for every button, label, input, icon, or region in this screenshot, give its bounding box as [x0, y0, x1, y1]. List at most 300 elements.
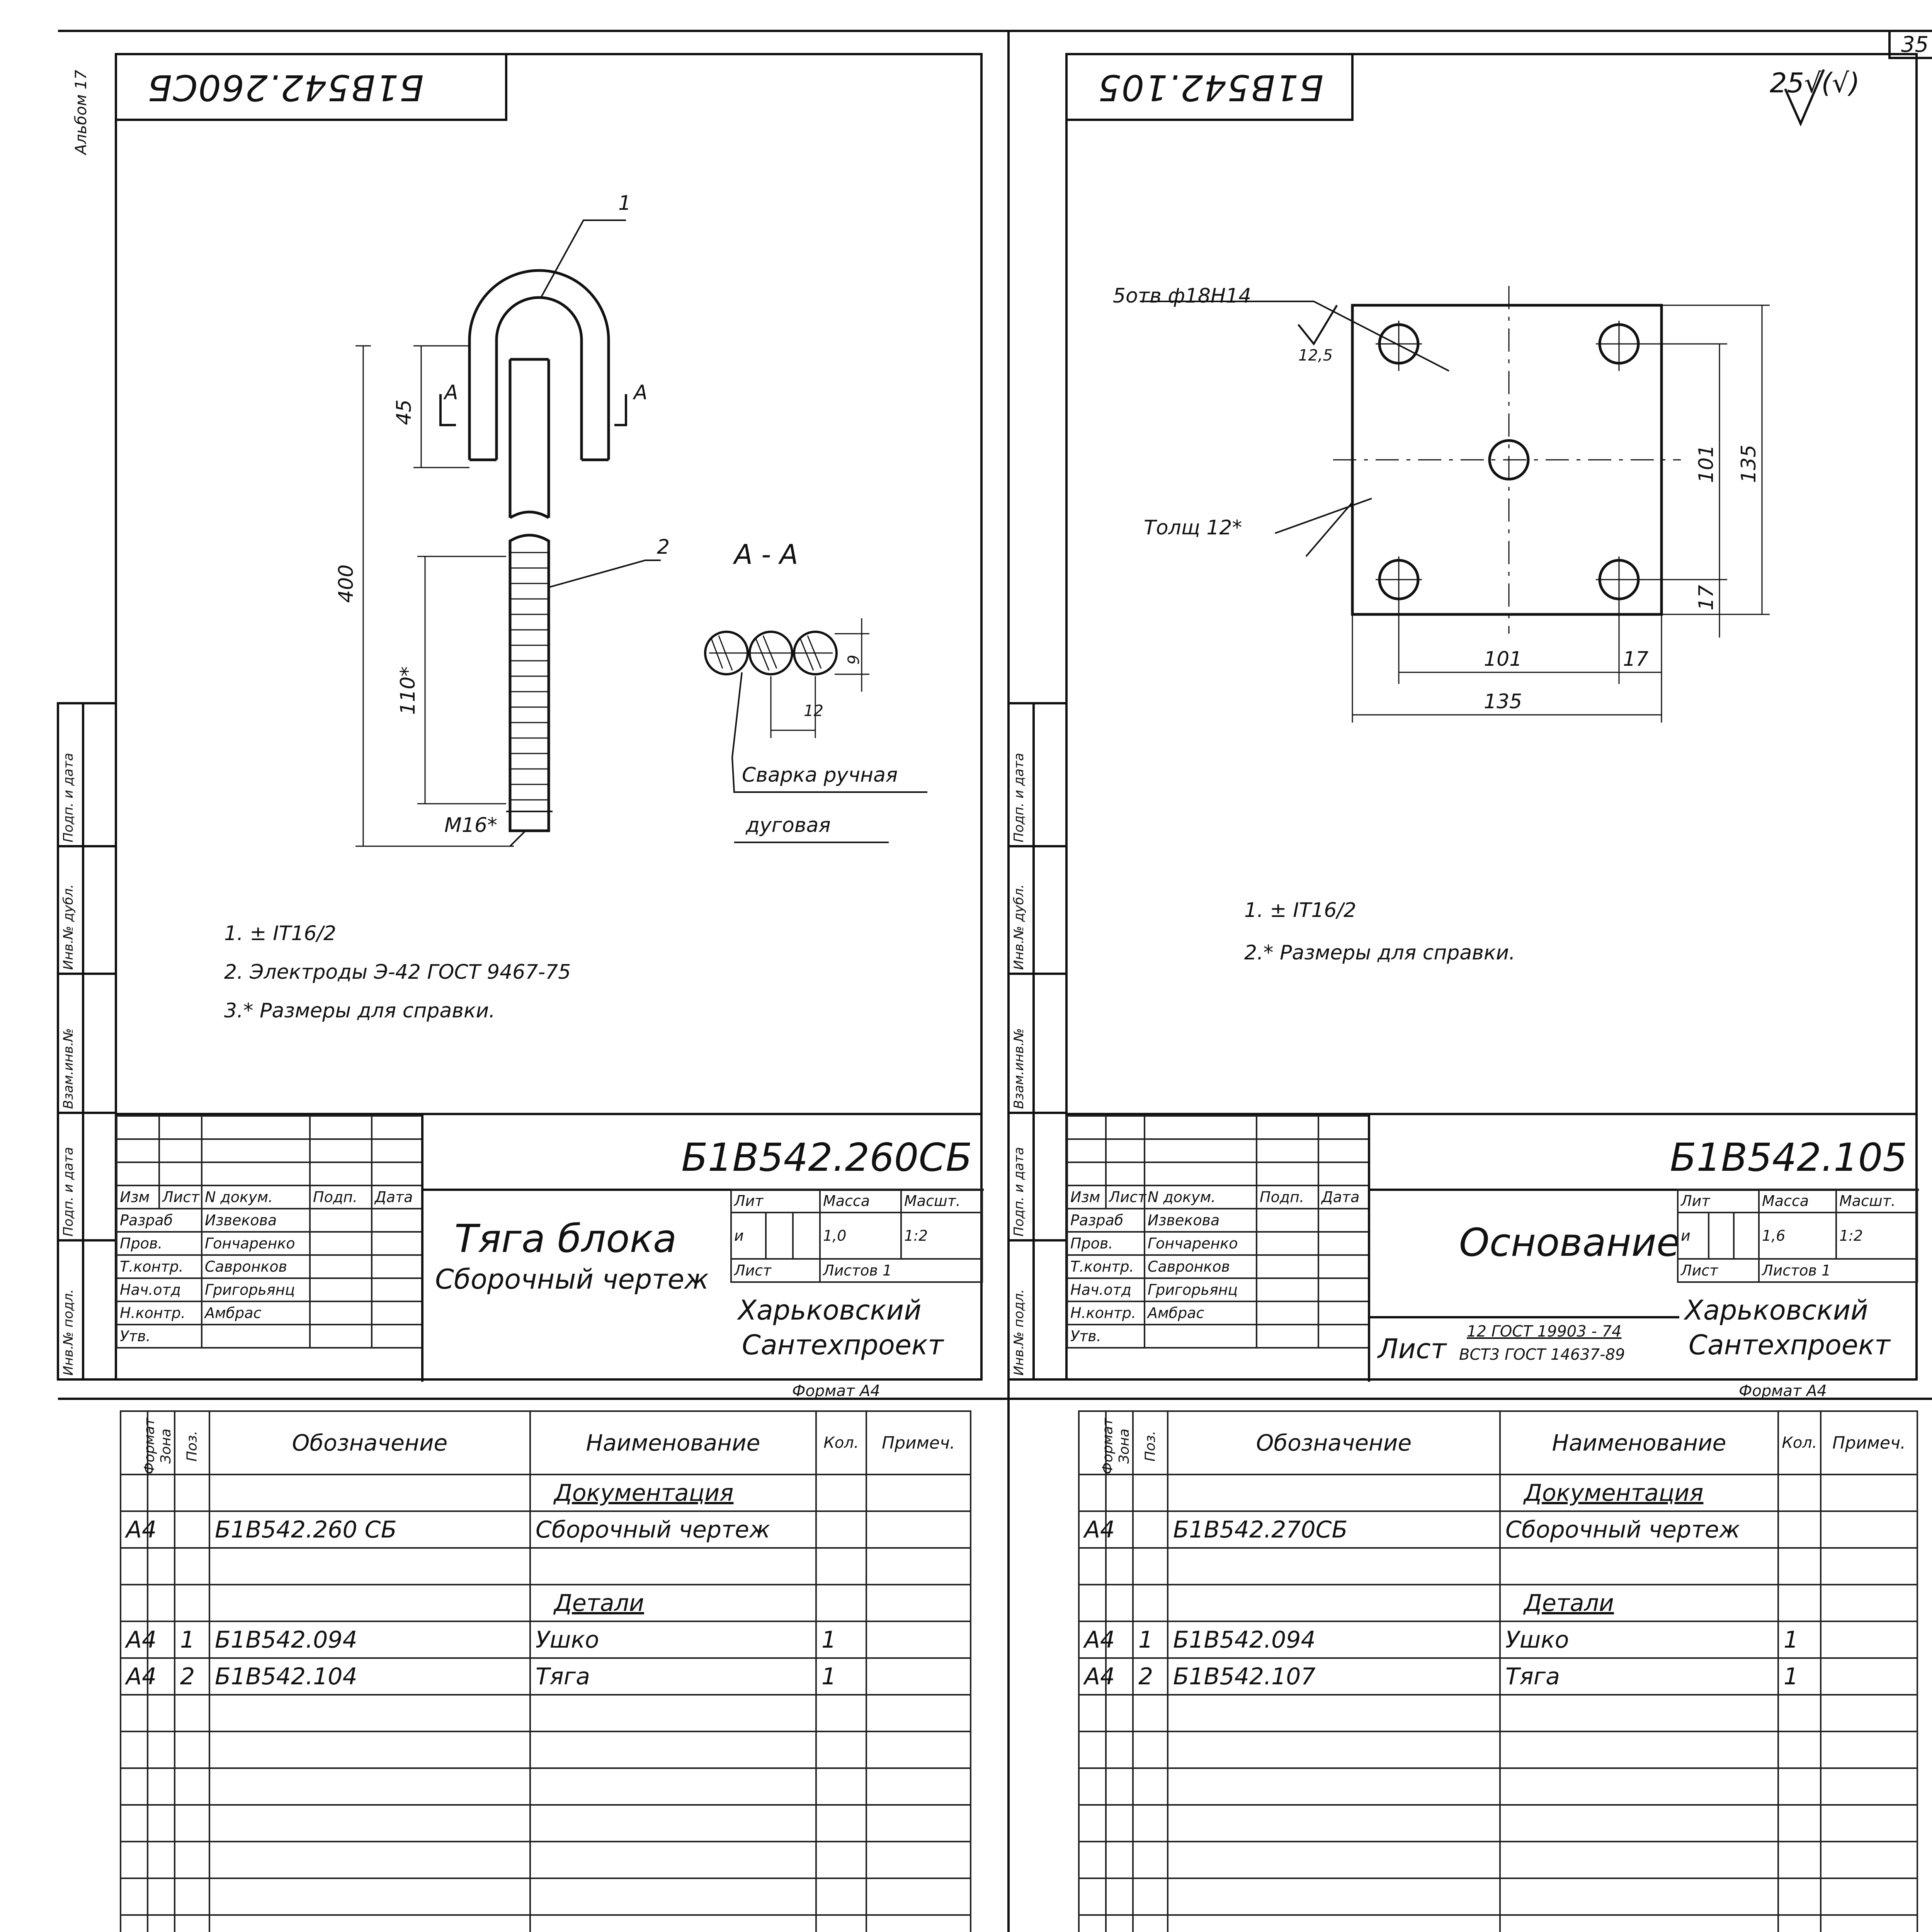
q4-cell-name	[1500, 1915, 1778, 1932]
q4-cell-fmt: А4	[1079, 1658, 1106, 1695]
q2-name-4: Амбрас	[1145, 1301, 1257, 1325]
q4-cell-qty	[1778, 1768, 1821, 1805]
q3-cell-note	[866, 1475, 971, 1511]
q3-row	[121, 1621, 971, 1658]
q3-cell-pos	[175, 1842, 209, 1878]
q3-cell-fmt	[121, 1548, 148, 1585]
q3-cell-name: Документация	[530, 1475, 816, 1511]
q4-cell-code	[1168, 1548, 1500, 1585]
q4-cell-note	[1821, 1621, 1917, 1658]
q4-h-name: Наименование	[1500, 1411, 1778, 1475]
q3-cell-pos	[175, 1768, 209, 1805]
q3-h-name: Наименование	[530, 1411, 816, 1475]
q2-stamp-h-date: Дата	[1318, 1185, 1369, 1209]
q3-cell-zone	[148, 1731, 175, 1768]
q2-sheets: Листов 1	[1759, 1259, 1917, 1282]
q4-cell-qty	[1778, 1805, 1821, 1842]
q4-cell-name	[1500, 1842, 1778, 1878]
q2-mass: 1,6	[1759, 1213, 1836, 1259]
q1-sidebar-label-1: Подп. и дата	[61, 1147, 76, 1236]
q4-h-pos: Поз.	[1133, 1411, 1168, 1475]
q3-cell-note	[866, 1805, 971, 1842]
q2-material-bottom: ВСТ3 ГОСТ 14637-89	[1459, 1346, 1625, 1364]
q4-cell-code	[1168, 1585, 1500, 1621]
q4-cell-name: Документация	[1500, 1475, 1778, 1511]
q1-section-title: A - A	[734, 539, 798, 570]
q3-cell-name: Детали	[530, 1585, 816, 1621]
q1-title-cell	[421, 1189, 733, 1382]
q4-cell-code	[1168, 1768, 1500, 1805]
q1-code-cell	[421, 1115, 984, 1191]
q2-note-1: 1. ± IT16/2	[1244, 899, 1357, 922]
q3-cell-name	[530, 1768, 816, 1805]
q2-code-cell	[1368, 1115, 1919, 1191]
q1-sidebar-label-4: Подп. и дата	[61, 753, 76, 842]
q1-mass-h: Масса	[820, 1189, 901, 1213]
q4-cell-name: Сборочный чертеж	[1500, 1511, 1778, 1548]
q3-cell-qty	[816, 1878, 866, 1915]
q4-cell-code	[1168, 1731, 1500, 1768]
q1-role-3: Нач.отд	[117, 1278, 202, 1301]
q3-cell-note	[866, 1915, 971, 1932]
q1-note-3: 3.* Размеры для справки.	[224, 999, 495, 1022]
q3-row	[121, 1585, 971, 1621]
q2-roughness: 25√(√)	[1770, 67, 1860, 99]
q4-cell-zone	[1106, 1842, 1133, 1878]
q4-cell-pos	[1133, 1915, 1168, 1932]
q4-cell-note	[1821, 1768, 1917, 1805]
q2-name-3: Григорьянц	[1145, 1278, 1257, 1301]
q4-cell-qty	[1778, 1511, 1821, 1548]
q3-cell-fmt: А4	[121, 1658, 148, 1695]
q3-cell-code	[209, 1731, 530, 1768]
q3-cell-note	[866, 1842, 971, 1878]
q1-callout-2: 2	[657, 536, 670, 559]
q4-cell-pos	[1133, 1805, 1168, 1842]
q3-cell-pos	[175, 1475, 209, 1511]
q4-cell-code: Б1В542.270СБ	[1168, 1511, 1500, 1548]
q4-cell-code	[1168, 1842, 1500, 1878]
q4-cell-qty	[1778, 1878, 1821, 1915]
q1-role-4: Н.контр.	[117, 1301, 202, 1325]
q3-row	[121, 1878, 971, 1915]
q3-cell-fmt: А4	[121, 1511, 148, 1548]
q4-cell-fmt	[1079, 1475, 1106, 1511]
q3-cell-qty: 1	[816, 1621, 866, 1658]
q2-material-top: 12 ГОСТ 19903 - 74	[1467, 1323, 1622, 1340]
q3-cell-code	[209, 1475, 530, 1511]
q1-dim-400: 400	[335, 564, 358, 603]
q4-row	[1079, 1475, 1917, 1511]
q1-role-1: Пров.	[117, 1232, 202, 1255]
q4-row	[1079, 1511, 1917, 1548]
q3-cell-pos	[175, 1548, 209, 1585]
q3-cell-fmt	[121, 1805, 148, 1842]
q2-sheet: Лист	[1678, 1259, 1759, 1282]
q3-cell-zone	[148, 1475, 175, 1511]
q3-cell-zone	[148, 1585, 175, 1621]
q4-cell-note	[1821, 1842, 1917, 1878]
q4-cell-code: Б1В542.107	[1168, 1658, 1500, 1695]
q4-cell-qty: 1	[1778, 1621, 1821, 1658]
q4-cell-fmt	[1079, 1585, 1106, 1621]
q4-cell-code	[1168, 1915, 1500, 1932]
q3-cell-zone	[148, 1548, 175, 1585]
q1-section-mark-right: A	[634, 381, 648, 404]
q2-role-1: Пров.	[1067, 1232, 1145, 1255]
q4-spec-table	[1078, 1410, 1918, 1932]
q3-h-code: Обозначение	[209, 1411, 530, 1475]
q4-cell-code	[1168, 1475, 1500, 1511]
q3-cell-name: Тяга	[530, 1658, 816, 1695]
q2-title-block	[1066, 1113, 1917, 1382]
q3-cell-fmt	[121, 1915, 148, 1932]
q2-dim-135-v: 135	[1737, 444, 1760, 483]
q2-thickness: Толщ 12*	[1144, 516, 1242, 539]
q1-subtitle: Сборочный чертеж	[435, 1264, 709, 1295]
q1-callout-1: 1	[618, 192, 631, 215]
q2-holes: 5отв ф18Н14	[1113, 284, 1252, 308]
q4-cell-pos	[1133, 1511, 1168, 1548]
q2-lit: и	[1678, 1213, 1709, 1259]
q4-cell-name: Ушко	[1500, 1621, 1778, 1658]
q4-cell-zone	[1106, 1768, 1133, 1805]
q4-cell-zone	[1106, 1731, 1133, 1768]
q4-row	[1079, 1695, 1917, 1731]
q4-cell-code: Б1В542.094	[1168, 1621, 1500, 1658]
q2-scale: 1:2	[1836, 1213, 1917, 1259]
q3-cell-note	[866, 1548, 971, 1585]
q4-cell-pos: 2	[1133, 1658, 1168, 1695]
q4-cell-qty	[1778, 1915, 1821, 1932]
q1-sidebar-label-0: Инв.№ подл.	[61, 1289, 76, 1376]
q3-cell-note	[866, 1511, 971, 1548]
q3-cell-code: Б1В542.094	[209, 1621, 530, 1658]
q4-cell-zone	[1106, 1548, 1133, 1585]
q4-cell-fmt	[1079, 1878, 1106, 1915]
page-number: 35	[1901, 32, 1929, 57]
q3-cell-zone	[148, 1805, 175, 1842]
q2-name-1: Гончаренко	[1145, 1232, 1257, 1255]
q4-cell-name: Детали	[1500, 1585, 1778, 1621]
q4-row	[1079, 1658, 1917, 1695]
q1-stamp-h-list: Лист	[159, 1185, 202, 1209]
q2-title-cell	[1368, 1189, 1679, 1318]
q3-cell-pos: 1	[175, 1621, 209, 1658]
q3-cell-pos	[175, 1915, 209, 1932]
q3-cell-zone	[148, 1695, 175, 1731]
q4-cell-fmt	[1079, 1731, 1106, 1768]
q4-row	[1079, 1878, 1917, 1915]
q3-cell-zone	[148, 1768, 175, 1805]
q2-stamp-h-izm: Изм	[1067, 1185, 1106, 1209]
q3-cell-fmt	[121, 1842, 148, 1878]
q1-name-0: Извекова	[202, 1209, 310, 1232]
q2-dim-135-h: 135	[1484, 690, 1522, 713]
q3-row	[121, 1805, 971, 1842]
q4-cell-name	[1500, 1805, 1778, 1842]
q1-note-2: 2. Электроды Э-42 ГОСТ 9467-75	[224, 961, 571, 984]
q4-cell-fmt: А4	[1079, 1511, 1106, 1548]
q3-cell-code	[209, 1915, 530, 1932]
q1-eye-geometry	[469, 270, 609, 831]
q3-row	[121, 1768, 971, 1805]
album-label: Альбом 17	[72, 70, 90, 155]
q2-scale-h: Масшт.	[1836, 1189, 1917, 1213]
q2-dim-101-h: 101	[1484, 648, 1522, 671]
q1-org-1: Харьковский	[738, 1294, 922, 1326]
q4-row	[1079, 1915, 1917, 1932]
q1-name-4: Амбрас	[202, 1301, 310, 1325]
q3-cell-qty	[816, 1511, 866, 1548]
q3-h-zone: Зона	[148, 1411, 175, 1475]
q4-cell-name	[1500, 1768, 1778, 1805]
q3-cell-code	[209, 1878, 530, 1915]
q1-note-1: 1. ± IT16/2	[224, 922, 337, 945]
q1-section-mark-left: A	[444, 381, 458, 404]
q2-mass-h: Масса	[1759, 1189, 1836, 1213]
q4-cell-pos	[1133, 1842, 1168, 1878]
q1-dim-110: 110*	[396, 666, 420, 715]
q4-h-zone: Зона	[1106, 1411, 1133, 1475]
q3-cell-fmt	[121, 1768, 148, 1805]
q2-sidebar-label-1: Подп. и дата	[1011, 1147, 1027, 1236]
q1-role-5: Утв.	[117, 1325, 202, 1348]
q4-cell-fmt	[1079, 1842, 1106, 1878]
q3-cell-pos	[175, 1695, 209, 1731]
q2-stamp-h-list: Лист	[1106, 1185, 1145, 1209]
q3-row	[121, 1695, 971, 1731]
q4-cell-note	[1821, 1695, 1917, 1731]
q1-mirror-code: Б1В542.260СБ	[147, 67, 424, 108]
q4-cell-zone	[1106, 1878, 1133, 1915]
q3-cell-name	[530, 1695, 816, 1731]
q2-org-2: Сантехпроект	[1689, 1329, 1890, 1361]
q4-cell-pos	[1133, 1768, 1168, 1805]
q4-cell-pos	[1133, 1585, 1168, 1621]
q2-code: Б1В542.105	[1670, 1135, 1907, 1180]
q4-cell-code	[1168, 1878, 1500, 1915]
q4-row	[1079, 1731, 1917, 1768]
q4-cell-note	[1821, 1878, 1917, 1915]
q4-cell-fmt	[1079, 1768, 1106, 1805]
q4-cell-note	[1821, 1915, 1917, 1932]
q3-cell-qty	[816, 1805, 866, 1842]
q3-cell-fmt	[121, 1731, 148, 1768]
q4-h-qty: Кол.	[1778, 1411, 1821, 1475]
q4-row	[1079, 1768, 1917, 1805]
q4-cell-name	[1500, 1878, 1778, 1915]
q4-cell-code	[1168, 1805, 1500, 1842]
q4-cell-zone	[1106, 1695, 1133, 1731]
q1-sidebar-label-3: Инв.№ дубл.	[61, 884, 76, 970]
q2-dim-17-v: 17	[1695, 585, 1718, 611]
q2-material-sheet: Лист	[1378, 1333, 1447, 1365]
q3-cell-name: Сборочный чертеж	[530, 1511, 816, 1548]
q4-cell-note	[1821, 1658, 1917, 1695]
q3-cell-qty	[816, 1768, 866, 1805]
q1-scale-h: Масшт.	[901, 1189, 982, 1213]
q1-weld-2: дуговая	[746, 814, 831, 837]
q4-cell-pos	[1133, 1731, 1168, 1768]
q4-cell-note	[1821, 1511, 1917, 1548]
q4-cell-qty	[1778, 1548, 1821, 1585]
q1-format: Формат А4	[792, 1382, 880, 1400]
q2-material-cell	[1368, 1316, 1679, 1382]
q3-row	[121, 1475, 971, 1511]
q3-cell-name	[530, 1878, 816, 1915]
q3-cell-pos	[175, 1585, 209, 1621]
q1-dim-45: 45	[393, 399, 416, 425]
q3-cell-qty	[816, 1475, 866, 1511]
q2-name-0: Извекова	[1145, 1209, 1257, 1232]
q4-cell-pos	[1133, 1548, 1168, 1585]
q3-cell-qty: 1	[816, 1658, 866, 1695]
q4-h-code: Обозначение	[1168, 1411, 1500, 1475]
q4-cell-qty	[1778, 1475, 1821, 1511]
q3-cell-name	[530, 1548, 816, 1585]
q3-cell-fmt	[121, 1585, 148, 1621]
q4-row	[1079, 1585, 1917, 1621]
q4-cell-name	[1500, 1731, 1778, 1768]
q2-org-1: Харьковский	[1685, 1294, 1868, 1326]
q4-row	[1079, 1842, 1917, 1878]
q4-h-note: Примеч.	[1821, 1411, 1917, 1475]
q1-sheet: Лист	[731, 1259, 820, 1282]
q3-cell-pos	[175, 1805, 209, 1842]
q4-cell-qty	[1778, 1731, 1821, 1768]
q1-stamp-h-doc: N докум.	[202, 1185, 310, 1209]
q2-title: Основание	[1459, 1220, 1680, 1265]
q3-cell-note	[866, 1768, 971, 1805]
q1-weld-1: Сварка ручная	[742, 764, 898, 787]
q4-cell-pos	[1133, 1878, 1168, 1915]
q1-role-2: Т.контр.	[117, 1255, 202, 1278]
q3-cell-code	[209, 1585, 530, 1621]
q4-cell-fmt	[1079, 1805, 1106, 1842]
q1-mass: 1,0	[820, 1213, 901, 1259]
q2-role-0: Разраб	[1067, 1209, 1145, 1232]
q1-stamp-h-izm: Изм	[117, 1185, 159, 1209]
q3-cell-code: Б1В542.260 СБ	[209, 1511, 530, 1548]
q3-cell-note	[866, 1878, 971, 1915]
q1-sidebar-label-2: Взам.инв.№	[61, 1028, 76, 1109]
q2-mirror-code: Б1В542.105	[1097, 67, 1324, 108]
q4-row	[1079, 1805, 1917, 1842]
q4-cell-fmt	[1079, 1695, 1106, 1731]
q1-scale: 1:2	[901, 1213, 982, 1259]
q3-cell-code	[209, 1768, 530, 1805]
q3-cell-zone	[148, 1842, 175, 1878]
q3-cell-note	[866, 1585, 971, 1621]
q3-cell-qty	[816, 1548, 866, 1585]
q3-cell-name	[530, 1915, 816, 1932]
q4-cell-name	[1500, 1695, 1778, 1731]
q3-cell-qty	[816, 1915, 866, 1932]
q4-cell-qty: 1	[1778, 1658, 1821, 1695]
q4-cell-name: Тяга	[1500, 1658, 1778, 1695]
q2-roughness-small: 12,5	[1298, 347, 1333, 364]
q4-cell-note	[1821, 1585, 1917, 1621]
q3-cell-note	[866, 1731, 971, 1768]
q3-cell-qty	[816, 1695, 866, 1731]
q2-sidebar-label-3: Инв.№ дубл.	[1011, 884, 1027, 970]
q3-row	[121, 1731, 971, 1768]
q2-sidebar-label-4: Подп. и дата	[1011, 753, 1027, 842]
q2-format: Формат А4	[1739, 1382, 1827, 1400]
q2-role-2: Т.контр.	[1067, 1255, 1145, 1278]
q4-cell-name	[1500, 1548, 1778, 1585]
q4-cell-pos: 1	[1133, 1621, 1168, 1658]
q3-cell-qty	[816, 1842, 866, 1878]
q3-spec-table	[120, 1410, 971, 1932]
q3-cell-zone	[148, 1878, 175, 1915]
q3-cell-pos	[175, 1878, 209, 1915]
q1-sheets: Листов 1	[820, 1259, 982, 1282]
q3-h-format: Формат	[121, 1411, 148, 1475]
q3-row	[121, 1658, 971, 1695]
q3-row	[121, 1915, 971, 1932]
q2-role-5: Утв.	[1067, 1325, 1145, 1348]
q3-row	[121, 1548, 971, 1585]
q4-row	[1079, 1621, 1917, 1658]
q1-dim-12: 12	[804, 702, 823, 720]
q4-cell-fmt	[1079, 1548, 1106, 1585]
q4-cell-fmt	[1079, 1915, 1106, 1932]
q4-cell-pos	[1133, 1695, 1168, 1731]
q2-stamp-h-sign: Подп.	[1257, 1185, 1318, 1209]
q3-cell-code: Б1В542.104	[209, 1658, 530, 1695]
q1-thread: M16*	[444, 814, 498, 837]
q4-cell-note	[1821, 1475, 1917, 1511]
q3-cell-pos	[175, 1511, 209, 1548]
q2-role-4: Н.контр.	[1067, 1301, 1145, 1325]
q4-cell-zone	[1106, 1475, 1133, 1511]
q1-title-block	[116, 1113, 981, 1382]
q2-dim-17-h: 17	[1623, 648, 1649, 671]
q2-stamp-h-doc: N докум.	[1145, 1185, 1257, 1209]
q3-cell-note	[866, 1658, 971, 1695]
q3-cell-pos: 2	[175, 1658, 209, 1695]
q4-h-format: Формат	[1079, 1411, 1106, 1475]
q2-lit-h: Лит	[1678, 1189, 1759, 1213]
q3-cell-name	[530, 1805, 816, 1842]
q3-cell-pos	[175, 1731, 209, 1768]
q4-cell-zone	[1106, 1915, 1133, 1932]
q3-cell-zone	[148, 1915, 175, 1932]
q4-cell-qty	[1778, 1842, 1821, 1878]
q2-sidebar-label-2: Взам.инв.№	[1011, 1028, 1027, 1109]
q3-cell-qty	[816, 1585, 866, 1621]
q1-lit: и	[731, 1213, 766, 1259]
q4-row	[1079, 1548, 1917, 1585]
q3-cell-fmt	[121, 1695, 148, 1731]
q3-row	[121, 1842, 971, 1878]
q1-stamp-h-date: Дата	[372, 1185, 422, 1209]
q3-cell-code	[209, 1842, 530, 1878]
q4-cell-zone	[1106, 1805, 1133, 1842]
q3-cell-code	[209, 1548, 530, 1585]
q3-cell-fmt	[121, 1475, 148, 1511]
q4-cell-qty	[1778, 1585, 1821, 1621]
q3-cell-name	[530, 1842, 816, 1878]
q1-code: Б1В542.260СБ	[681, 1135, 972, 1180]
q3-cell-fmt: А4	[121, 1621, 148, 1658]
q1-role-0: Разраб	[117, 1209, 202, 1232]
q3-cell-fmt	[121, 1878, 148, 1915]
q3-cell-code	[209, 1805, 530, 1842]
q2-role-3: Нач.отд	[1067, 1278, 1145, 1301]
